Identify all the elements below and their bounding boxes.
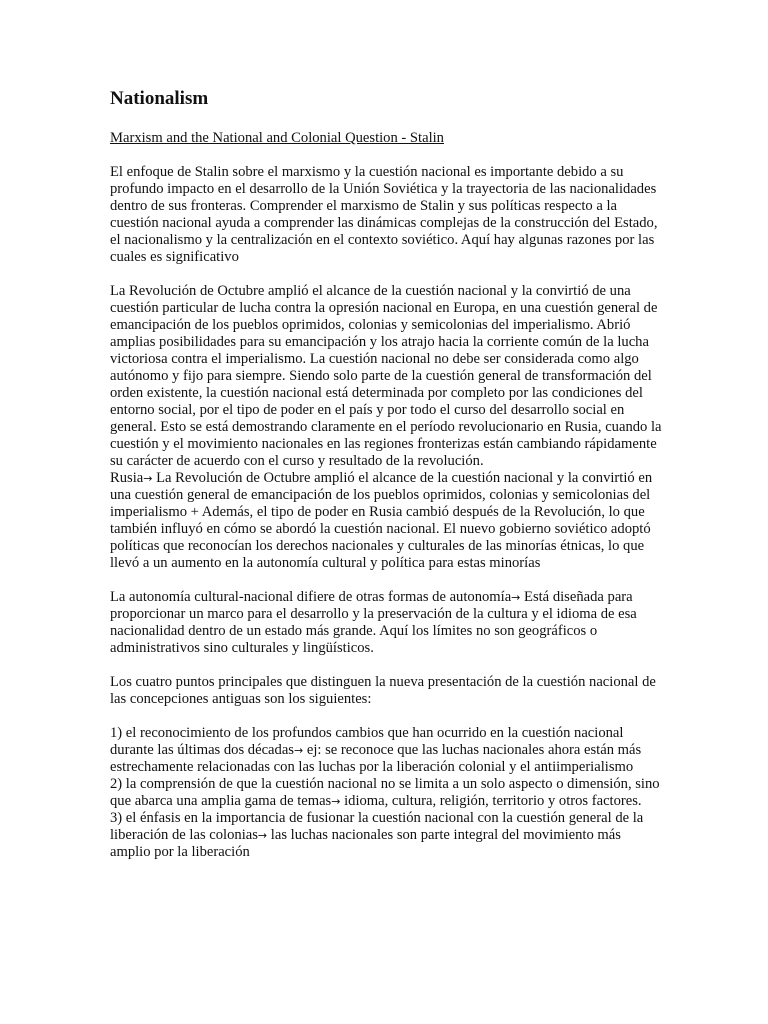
list-item-3-text: las luchas nacionales son parte integral del movimiento más amplio por la liberación — [110, 827, 621, 860]
arrow-icon: → — [143, 472, 153, 485]
paragraph-october-revolution: La Revolución de Octubre amplió el alcance de la cuestión nacional y la convirtió de una cuestión particular de lucha contra la opresión nacional en Europa, en una cuestión general de emancipación de los pueblos oprimidos, colonias y semicolonias del imperialismo. Abrió amplias posibilidades para su emancipación y los atrajo hacia la corriente común de la lucha victoriosa contra el imperialismo. La cuestión nacional no debe ser considerada como algo autónomo y fijo para siempre. Siendo solo parte de la cuestión general de transformación del orden existente, la cuestión nacional está determinada por completo por las condiciones del entorno social, por el tipo de poder en el país y por todo el curso del desarrollo social en general. Esto se está demostrando claramente en el período revolucionario en Rusia, cuando la cuestión y el movimiento nacionales en las regiones fronterizas están cambiando rápidamente su carácter de acuerdo con el curso y resultado de la revolución. — [110, 283, 662, 469]
document-subtitle: Marxism and the National and Colonial Question - Stalin — [110, 130, 444, 146]
paragraph-cultural-autonomy — [110, 589, 662, 657]
list-item-1-lead: 1) el reconocimiento de los profundos cambios que han ocurrido en la cuestión nacional durante las últimas dos décadas — [110, 725, 624, 758]
list-item-2 — [110, 776, 662, 810]
cultural-autonomy-lead: La autonomía cultural-nacional difiere de otras formas de autonomía — [110, 589, 512, 605]
arrow-icon: → — [331, 795, 341, 808]
arrow-icon: → — [511, 591, 521, 604]
list-item-3-lead: 3) el énfasis en la importancia de fusionar la cuestión nacional con la cuestión general de la liberación de las colonias — [110, 810, 644, 843]
list-item-3 — [110, 810, 662, 861]
document-page — [110, 86, 662, 861]
arrow-icon: → — [257, 829, 268, 842]
list-item-1 — [110, 725, 662, 776]
russia-label: Rusia — [110, 470, 144, 486]
list-item-2-lead: 2) la comprensión de que la cuestión nacional no se limita a un solo aspecto o dimensión, sino que abarca una amplia gama de temas — [110, 776, 660, 809]
document-title: Nationalism — [110, 88, 209, 109]
paragraph-russia — [110, 470, 662, 572]
list-item-1-text: ej: se reconoce que las luchas nacionales ahora están más estrechamente relacionadas con las luchas por la liberación colonial y el antiimperialismo — [110, 742, 642, 775]
cultural-autonomy-text: Está diseñada para proporcionar un marco para el desarrollo y la preservación de la cultura y el idioma de esa nacionalidad dentro de un estado más grande. Aquí los límites no son geográficos o administrativos sino culturales y lingüísticos. — [110, 589, 637, 656]
list-item-2-text: idioma, cultura, religión, territorio y otros factores. — [340, 793, 642, 809]
paragraph-intro: El enfoque de Stalin sobre el marxismo y la cuestión nacional es importante debido a su profundo impacto en el desarrollo de la Unión Soviética y la trayectoria de las nacionalidades dentro de sus fronteras. Comprender el marxismo de Stalin y sus políticas respecto a la cuestión nacional ayuda a comprender las dinámicas complejas de la construcción del Estado, el nacionalismo y la centralización en el contexto soviético. Aquí hay algunas razones por las cuales es significativo — [110, 164, 658, 265]
paragraph-four-points: Los cuatro puntos principales que distinguen la nueva presentación de la cuestión nacional de las concepciones antiguas son los siguientes: — [110, 674, 656, 707]
arrow-icon: → — [294, 744, 304, 757]
russia-text: La Revolución de Octubre amplió el alcance de la cuestión nacional y la convirtió en una cuestión general de emancipación de los pueblos oprimidos, colonias y semicolonias del imperialismo + Además, el tipo de poder en Rusia cambió después de la Revolución, lo que también influyó en cómo se abordó la cuestión nacional. El nuevo gobierno soviético adoptó políticas que reconocían los derechos nacionales y culturales de las minorías étnicas, lo que llevó a un aumento en la autonomía cultural y política para estas minorías — [110, 470, 653, 571]
